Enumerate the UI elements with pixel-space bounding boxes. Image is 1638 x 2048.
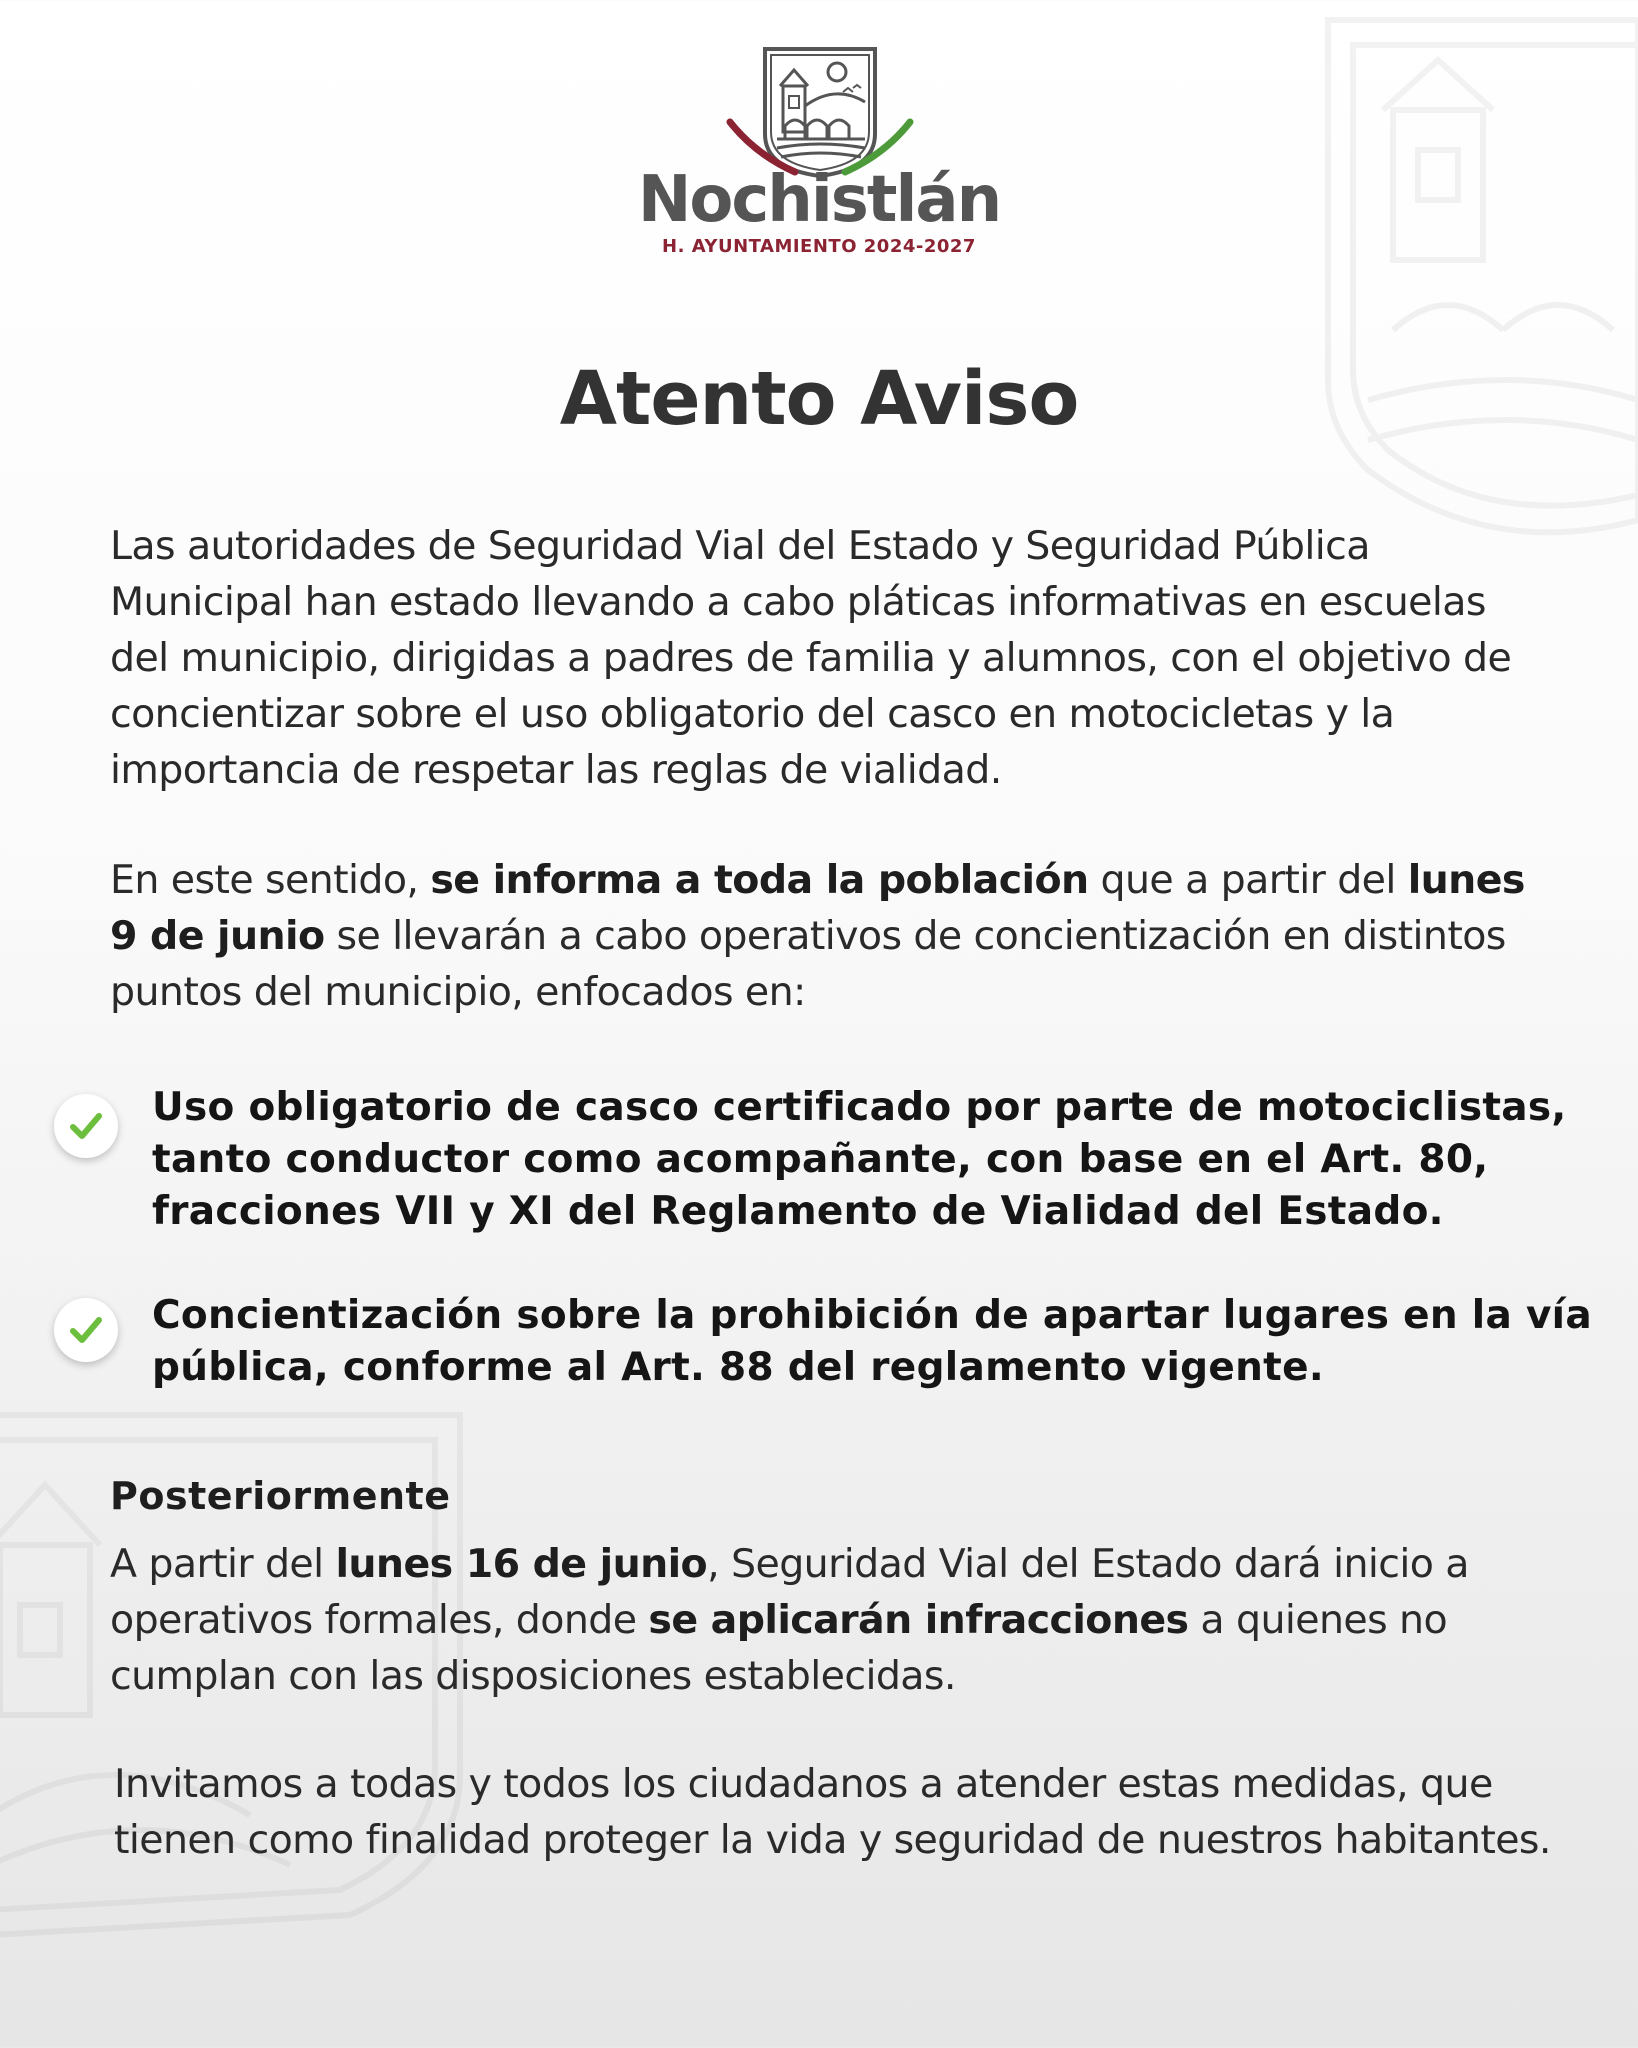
bold-segment: se aplicarán infracciones bbox=[648, 1597, 1189, 1643]
text-segment: a quienes no cumplan con las disposiciones establecidas. bbox=[110, 1597, 1448, 1699]
logo-subtitle: H. AYUNTAMIENTO 2024-2027 bbox=[662, 236, 976, 257]
municipal-logo bbox=[0, 44, 1638, 269]
list-item-text: Concientización sobre la prohibición de apartar lugares en la vía pública, conforme al Art. 88 del reglamento vigente. bbox=[152, 1293, 1592, 1390]
text-segment: , Seguridad Vial del Estado dará inicio a operativos formales, donde bbox=[110, 1541, 1469, 1643]
checkmark-icon bbox=[54, 1094, 118, 1158]
bold-date: lunes 16 de junio bbox=[335, 1541, 708, 1587]
subheading: Posteriormente bbox=[110, 1474, 451, 1518]
paragraph-announcement bbox=[110, 852, 1550, 1020]
notice-title: Atento Aviso bbox=[559, 356, 1079, 442]
list-item-text: Uso obligatorio de casco certificado por parte de motociclistas, tanto conductor como acompañante, con base en el Art. 80, fracciones VII y XI del Reglamento de Vialidad del Estado. bbox=[152, 1085, 1567, 1234]
text-segment: que a partir del bbox=[1088, 857, 1408, 903]
text-segment: En este sentido, bbox=[110, 857, 431, 903]
checkmark-icon bbox=[54, 1298, 118, 1362]
paragraph-followup bbox=[110, 1536, 1550, 1704]
logo-name: Nochistlán bbox=[637, 163, 1001, 237]
bold-date: lunes 9 de junio bbox=[110, 857, 1525, 959]
text-segment: se llevarán a cabo operativos de concientización en distintos puntos del municipio, enfocados en: bbox=[110, 913, 1506, 1015]
text-segment: A partir del bbox=[110, 1541, 336, 1587]
paragraph-intro: Las autoridades de Seguridad Vial del Estado y Seguridad Pública Municipal han estado llevando a cabo pláticas informativas en escuelas del municipio, dirigidas a padres de familia y alumnos, con el objetivo de concientizar sobre el uso obligatorio del casco en motocicletas y la importancia de respetar las reglas de vialidad. bbox=[110, 523, 1512, 793]
paragraph-closing: Invitamos a todas y todos los ciudadanos a atender estas medidas, que tienen como finalidad proteger la vida y seguridad de nuestros habitantes. bbox=[114, 1761, 1551, 1863]
bold-segment: se informa a toda la población bbox=[430, 857, 1089, 903]
